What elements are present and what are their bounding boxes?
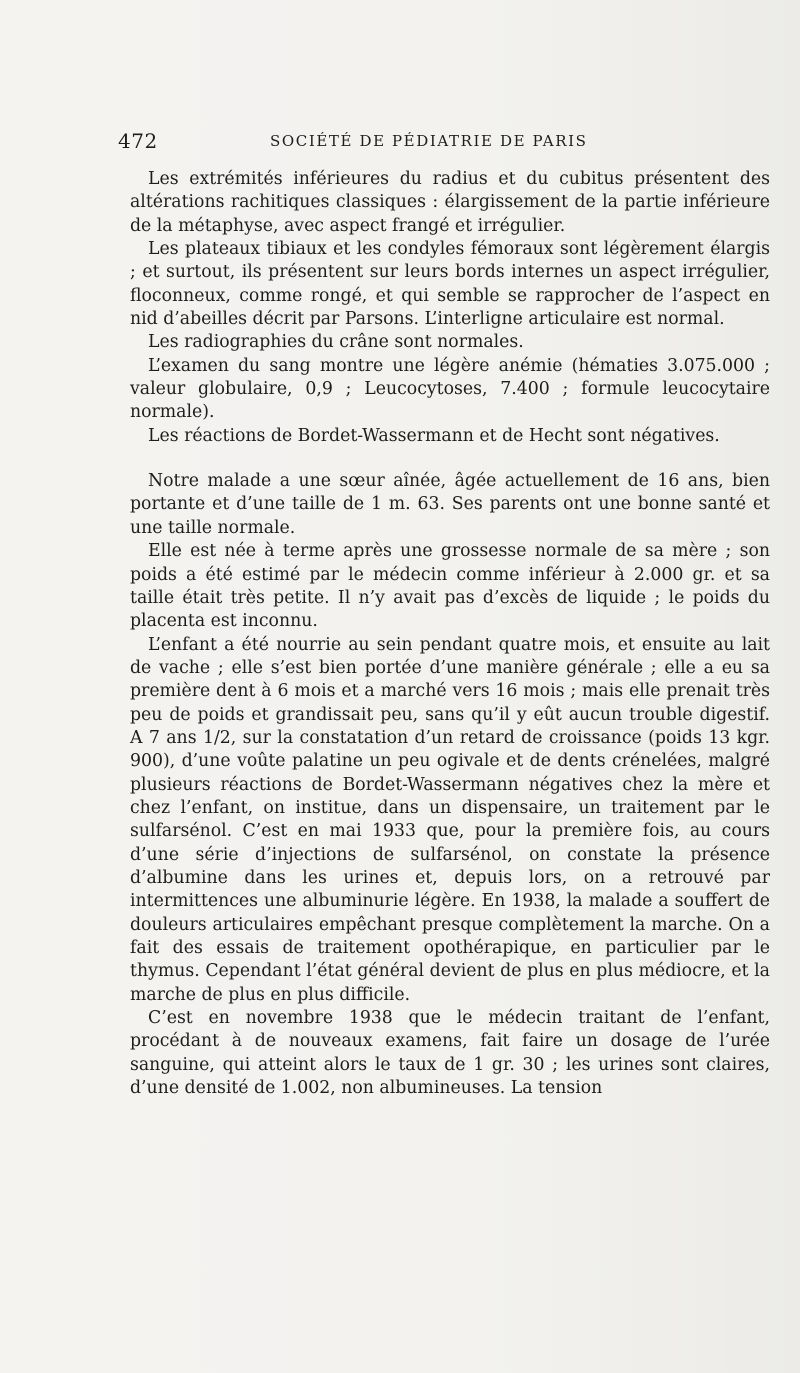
paragraph: Notre malade a une sœur aînée, âgée actuellement de 16 ans, bien portante et d’une taille de 1 m. 63. Ses parents ont une bonne santé et une taille normale. bbox=[130, 471, 770, 538]
page-number: 472 bbox=[118, 129, 158, 153]
paragraph: Les plateaux tibiaux et les condyles fémoraux sont légèrement élargis ; et surtout, ils présentent sur leurs bords internes un aspect irrégulier, floconneux, comme rongé, et qui semble se rapprocher de l’aspect en nid d’abeilles décrit par Parsons. L’interligne articulaire est normal. bbox=[130, 239, 770, 330]
paragraph: L’enfant a été nourrie au sein pendant quatre mois, et ensuite au lait de vache ; elle s’est bien portée d’une manière générale ; elle a eu sa première dent à 6 mois et a marché vers 16 mois ; mais elle prenait très peu de poids et grandissait peu, sans qu’il y eût aucun trouble digestif. A 7 ans 1/2, sur la constatation d’un retard de croissance (poids 13 kgr. 900), d’une voûte palatine un peu ogivale et de dents crénelées, malgré plusieurs réactions de Bordet-Wassermann négatives chez la mère et chez l’enfant, on institue, dans un dispensaire, un traitement par le sulfarsénol. C’est en mai 1933 que, pour la première fois, au cours d’une série d’injections de sulfarsénol, on constate la présence d’albumine dans les urines et, depuis lors, on a retrouvé par intermittences une albuminurie légère. En 1938, la malade a souffert de douleurs articulaires empêchant presque complètement la marche. On a fait des essais de traitement opothérapique, en particulier par le thymus. Cependant l’état général devient de plus en plus médiocre, et la marche de plus en plus difficile. bbox=[130, 634, 770, 1005]
running-title: SOCIÉTÉ DE PÉDIATRIE DE PARIS bbox=[270, 132, 588, 150]
paragraph: Les réactions de Bordet-Wassermann et de Hecht sont négatives. bbox=[148, 425, 720, 446]
paragraph: L’examen du sang montre une légère anémie (hématies 3.075.000 ; valeur globulaire, 0,9 ; Leucocytoses, 7.400 ; formule leucocytaire normale). bbox=[130, 355, 770, 423]
paragraph: Les extrémités inférieures du radius et du cubitus présentent des altérations rachitiques classiques : élargissement de la partie inférieure de la métaphyse, avec aspect frangé et irrégulier. bbox=[130, 169, 770, 236]
body-text bbox=[130, 168, 770, 1100]
paragraph: Les radiographies du crâne sont normales. bbox=[148, 332, 524, 353]
paragraph: Elle est née à terme après une grossesse normale de sa mère ; son poids a été estimé par le médecin comme inférieur à 2.000 gr. et sa taille était très petite. Il n’y avait pas d’excès de liquide ; le poids du placenta est inconnu. bbox=[130, 541, 770, 632]
paragraph: C’est en novembre 1938 que le médecin traitant de l’enfant, procédant à de nouveaux examens, fait faire un dosage de l’urée sanguine, qui atteint alors le taux de 1 gr. 30 ; les urines sont claires, d’une densité de 1.002, non albumineuses. La tension bbox=[130, 1008, 770, 1099]
page-header bbox=[118, 126, 598, 156]
